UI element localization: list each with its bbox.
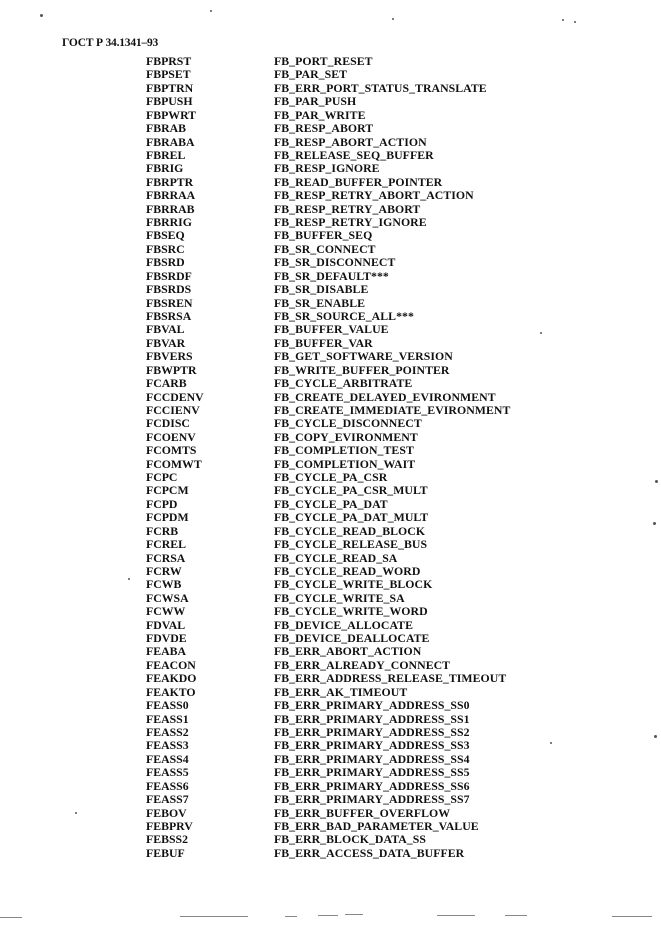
- table-row: [0, 310, 661, 323]
- scan-speck: [655, 480, 658, 483]
- full-name-cell: FB_ERR_AK_TIMEOUT: [274, 684, 408, 699]
- full-name-cell: FB_COPY_EVIRONMENT: [274, 429, 418, 444]
- full-name-cell: FB_CYCLE_READ_WORD: [274, 563, 421, 578]
- table-row: [0, 350, 661, 363]
- full-name-cell: FB_ERR_ALREADY_CONNECT: [274, 657, 451, 672]
- full-name-cell: FB_COMPLETION_WAIT: [274, 456, 416, 471]
- full-name-cell: FB_COMPLETION_TEST: [274, 443, 414, 458]
- full-name-cell: FB_CYCLE_PA_DAT_MULT: [274, 510, 429, 525]
- table-row: [0, 672, 661, 685]
- abbreviation-cell: FBREL: [146, 147, 186, 162]
- full-name-cell: FB_ERR_PRIMARY_ADDRESS_SS7: [274, 792, 470, 807]
- table-row: [0, 753, 661, 766]
- abbreviation-cell: FCCDENV: [146, 389, 204, 404]
- abbreviation-cell: FEASS7: [146, 792, 189, 807]
- table-row: [0, 645, 661, 658]
- scan-line: [612, 916, 652, 917]
- abbreviation-cell: FBPSET: [146, 67, 191, 82]
- abbreviation-cell: FBRRIG: [146, 215, 192, 230]
- full-name-cell: FB_ERR_ABORT_ACTION: [274, 644, 422, 659]
- table-row: [0, 417, 661, 430]
- full-name-cell: FB_DEVICE_ALLOCATE: [274, 617, 413, 632]
- table-row: [0, 484, 661, 497]
- scan-line: [180, 916, 248, 917]
- abbreviation-cell: FDVDE: [146, 631, 187, 646]
- table-row: [0, 176, 661, 189]
- document-code-header: ГОСТ Р 34.1341–93: [62, 37, 159, 49]
- abbreviation-cell: FEASS1: [146, 711, 189, 726]
- full-name-cell: FB_PAR_SET: [274, 67, 348, 82]
- scan-line: [345, 914, 363, 915]
- full-name-cell: FB_CYCLE_WRITE_SA: [274, 590, 405, 605]
- abbreviation-cell: FBSRC: [146, 241, 185, 256]
- table-row: [0, 216, 661, 229]
- table-row: [0, 256, 661, 269]
- scan-speck: [128, 578, 130, 580]
- table-row: [0, 243, 661, 256]
- table-row: [0, 68, 661, 81]
- scan-speck: [392, 18, 394, 20]
- table-row: [0, 793, 661, 806]
- full-name-cell: FB_ERR_PRIMARY_ADDRESS_SS6: [274, 778, 470, 793]
- abbreviation-cell: FEBSS2: [146, 832, 188, 847]
- table-row: [0, 283, 661, 296]
- full-name-cell: FB_SR_SOURCE_ALL***: [274, 308, 414, 323]
- full-name-cell: FB_RESP_IGNORE: [274, 161, 380, 176]
- full-name-cell: FB_CYCLE_WRITE_BLOCK: [274, 577, 433, 592]
- table-row: [0, 766, 661, 779]
- scan-line: [318, 915, 338, 916]
- full-name-cell: FB_RESP_ABORT: [274, 121, 374, 136]
- table-row: [0, 444, 661, 457]
- full-name-cell: FB_ERR_PRIMARY_ADDRESS_SS2: [274, 725, 470, 739]
- table-row: [0, 632, 661, 645]
- table-row: [0, 203, 661, 216]
- abbreviation-cell: FBSRSA: [146, 308, 192, 323]
- full-name-cell: FB_CYCLE_PA_DAT: [274, 496, 388, 511]
- table-row: [0, 323, 661, 336]
- table-row: [0, 511, 661, 524]
- abbreviation-cell: FBRAB: [146, 121, 186, 136]
- full-name-cell: FB_PORT_RESET: [274, 54, 373, 68]
- abbreviation-cell: FCOMWT: [146, 456, 202, 471]
- table-row: [0, 726, 661, 739]
- table-row: [0, 538, 661, 551]
- full-name-cell: FB_RESP_RETRY_ABORT_ACTION: [274, 188, 474, 203]
- table-row: [0, 391, 661, 404]
- abbreviation-cell: FBSEQ: [146, 228, 185, 243]
- abbreviation-cell: FBRRAB: [146, 201, 195, 216]
- table-row: [0, 820, 661, 833]
- full-name-cell: FB_READ_BUFFER_POINTER: [274, 174, 443, 189]
- scan-line: [505, 915, 527, 916]
- table-row: [0, 431, 661, 444]
- table-row: [0, 833, 661, 846]
- full-name-cell: FB_CYCLE_READ_BLOCK: [274, 523, 426, 538]
- abbreviation-cell: FCWSA: [146, 590, 189, 605]
- full-name-cell: FB_GET_SOFTWARE_VERSION: [274, 349, 453, 364]
- abbreviation-cell: FEABA: [146, 644, 186, 659]
- scan-speck: [574, 21, 576, 23]
- full-name-cell: FB_PAR_WRITE: [274, 107, 366, 122]
- abbreviation-cell: FCPD: [146, 496, 178, 511]
- abbreviation-cell: FCPC: [146, 470, 178, 485]
- full-name-cell: FB_ERR_BAD_PARAMETER_VALUE: [274, 818, 479, 833]
- full-name-cell: FB_SR_DISABLE: [274, 282, 369, 297]
- abbreviation-cell: FCWB: [146, 577, 182, 592]
- scan-speck: [562, 19, 564, 21]
- abbreviation-cell: FBPRST: [146, 54, 192, 68]
- full-name-cell: FB_RESP_RETRY_ABORT: [274, 201, 421, 216]
- table-row: [0, 605, 661, 618]
- table-row: [0, 55, 661, 68]
- abbreviation-cell: FDVAL: [146, 617, 186, 632]
- abbreviation-cell: FCRSA: [146, 550, 186, 565]
- scan-speck: [210, 10, 212, 12]
- full-name-cell: FB_SR_DISCONNECT: [274, 255, 396, 270]
- abbreviation-cell: FEBUF: [146, 845, 185, 860]
- full-name-cell: FB_SR_DEFAULT***: [274, 268, 389, 283]
- full-name-cell: FB_ERR_PRIMARY_ADDRESS_SS3: [274, 738, 470, 753]
- abbreviation-cell: FBPTRN: [146, 80, 194, 95]
- table-row: [0, 699, 661, 712]
- abbreviation-cell: FCCIENV: [146, 402, 200, 417]
- full-name-cell: FB_RESP_ABORT_ACTION: [274, 134, 427, 149]
- table-row: [0, 739, 661, 752]
- full-name-cell: FB_SR_ENABLE: [274, 295, 366, 310]
- abbreviation-cell: FEASS6: [146, 778, 189, 793]
- table-row: [0, 498, 661, 511]
- table-row: [0, 229, 661, 242]
- table-row: [0, 713, 661, 726]
- abbreviation-cell: FBSRDS: [146, 282, 192, 297]
- abbreviation-cell: FBWPTR: [146, 362, 197, 377]
- abbreviation-cell: FBSREN: [146, 295, 193, 310]
- full-name-cell: FB_WRITE_BUFFER_POINTER: [274, 362, 450, 377]
- full-name-cell: FB_ERR_BUFFER_OVERFLOW: [274, 805, 451, 820]
- full-name-cell: FB_ERR_PRIMARY_ADDRESS_SS4: [274, 751, 470, 766]
- table-row: [0, 364, 661, 377]
- table-row: [0, 458, 661, 471]
- full-name-cell: FB_CYCLE_ARBITRATE: [274, 376, 413, 391]
- scan-speck: [653, 522, 656, 525]
- abbreviation-cell: FCARB: [146, 376, 187, 391]
- abbreviation-cell: FEAKTO: [146, 684, 196, 699]
- table-row: [0, 404, 661, 417]
- abbreviation-cell: FCOMTS: [146, 443, 197, 458]
- abbreviation-cell: FBVERS: [146, 349, 193, 364]
- full-name-cell: FB_CREATE_IMMEDIATE_EVIRONMENT: [274, 402, 511, 417]
- abbreviation-cell: FCREL: [146, 537, 186, 552]
- full-name-cell: FB_CYCLE_PA_CSR: [274, 470, 388, 485]
- abbreviation-cell: FEASS5: [146, 765, 189, 780]
- scan-line: [0, 917, 22, 918]
- table-row: [0, 659, 661, 672]
- abbreviation-cell: FEASS0: [146, 698, 189, 713]
- full-name-cell: FB_DEVICE_DEALLOCATE: [274, 631, 430, 646]
- full-name-cell: FB_BUFFER_VAR: [274, 335, 373, 350]
- abbreviation-cell: FBVAL: [146, 322, 185, 337]
- abbreviation-cell: FBSRD: [146, 255, 185, 270]
- full-name-cell: FB_CYCLE_WRITE_WORD: [274, 604, 428, 619]
- table-row: [0, 686, 661, 699]
- full-name-cell: FB_RESP_RETRY_IGNORE: [274, 215, 427, 230]
- abbreviation-cell: FEACON: [146, 657, 196, 672]
- abbreviation-cell: FCRW: [146, 563, 182, 578]
- full-name-cell: FB_CREATE_DELAYED_EVIRONMENT: [274, 389, 496, 404]
- full-name-cell: FB_RELEASE_SEQ_BUFFER: [274, 147, 434, 162]
- table-row: [0, 578, 661, 591]
- scan-line: [285, 916, 297, 917]
- abbreviation-cell: FBRABA: [146, 134, 195, 149]
- abbreviation-cell: FEASS4: [146, 751, 189, 766]
- table-row: [0, 337, 661, 350]
- abbreviation-cell: FBRRAA: [146, 188, 196, 203]
- table-row: [0, 162, 661, 175]
- table-row: [0, 109, 661, 122]
- abbreviation-cell: FCPCM: [146, 483, 189, 498]
- full-name-cell: FB_ERR_PRIMARY_ADDRESS_SS1: [274, 711, 470, 726]
- table-row: [0, 619, 661, 632]
- abbreviation-cell: FCPDM: [146, 510, 189, 525]
- scan-speck: [40, 14, 43, 17]
- table-row: [0, 122, 661, 135]
- abbreviation-cell: FEASS3: [146, 738, 189, 753]
- scan-speck: [540, 332, 542, 334]
- abbreviation-cell: FEBOV: [146, 805, 187, 820]
- table-row: [0, 189, 661, 202]
- table-row: [0, 149, 661, 162]
- abbreviation-cell: FBRIG: [146, 161, 184, 176]
- full-name-cell: FB_CYCLE_RELEASE_BUS: [274, 537, 428, 552]
- full-name-cell: FB_ERR_PRIMARY_ADDRESS_SS5: [274, 765, 470, 780]
- abbreviation-cell: FBPUSH: [146, 94, 193, 109]
- full-name-cell: FB_CYCLE_DISCONNECT: [274, 416, 422, 431]
- table-row: [0, 297, 661, 310]
- full-name-cell: FB_ERR_BLOCK_DATA_SS: [274, 832, 426, 847]
- table-row: [0, 136, 661, 149]
- table-row: [0, 377, 661, 390]
- table-row: [0, 807, 661, 820]
- abbreviation-cell: FBSRDF: [146, 268, 192, 283]
- full-name-cell: FB_ERR_ACCESS_DATA_BUFFER: [274, 845, 465, 860]
- table-row: [0, 592, 661, 605]
- full-name-cell: FB_PAR_PUSH: [274, 94, 357, 109]
- full-name-cell: FB_CYCLE_READ_SA: [274, 550, 398, 565]
- scan-line: [437, 915, 475, 916]
- abbreviation-cell: FEASS2: [146, 725, 189, 739]
- abbreviation-cell: FBVAR: [146, 335, 186, 350]
- table-row: [0, 95, 661, 108]
- abbreviation-cell: FCDISC: [146, 416, 190, 431]
- abbreviation-cell: FBRPTR: [146, 174, 194, 189]
- table-row: [0, 270, 661, 283]
- full-name-cell: FB_ERR_PORT_STATUS_TRANSLATE: [274, 80, 487, 95]
- full-name-cell: FB_BUFFER_SEQ: [274, 228, 373, 243]
- table-row: [0, 471, 661, 484]
- table-row: [0, 780, 661, 793]
- scan-speck: [654, 735, 657, 738]
- abbreviation-cell: FEBPRV: [146, 818, 193, 833]
- abbreviation-cell: FEAKDO: [146, 671, 197, 686]
- scan-speck: [75, 812, 77, 814]
- table-row: [0, 552, 661, 565]
- abbreviation-cell: FBPWRT: [146, 107, 197, 122]
- table-row: [0, 565, 661, 578]
- abbreviation-cell: FCWW: [146, 604, 186, 619]
- table-row: [0, 82, 661, 95]
- abbreviation-cell: FCRB: [146, 523, 179, 538]
- abbreviation-cell: FCOENV: [146, 429, 196, 444]
- scan-speck: [550, 742, 552, 744]
- full-name-cell: FB_CYCLE_PA_CSR_MULT: [274, 483, 428, 498]
- table-row: [0, 847, 661, 860]
- full-name-cell: FB_SR_CONNECT: [274, 241, 376, 256]
- full-name-cell: FB_ERR_ADDRESS_RELEASE_TIMEOUT: [274, 671, 507, 686]
- full-name-cell: FB_ERR_PRIMARY_ADDRESS_SS0: [274, 698, 470, 713]
- full-name-cell: FB_BUFFER_VALUE: [274, 322, 389, 337]
- table-row: [0, 525, 661, 538]
